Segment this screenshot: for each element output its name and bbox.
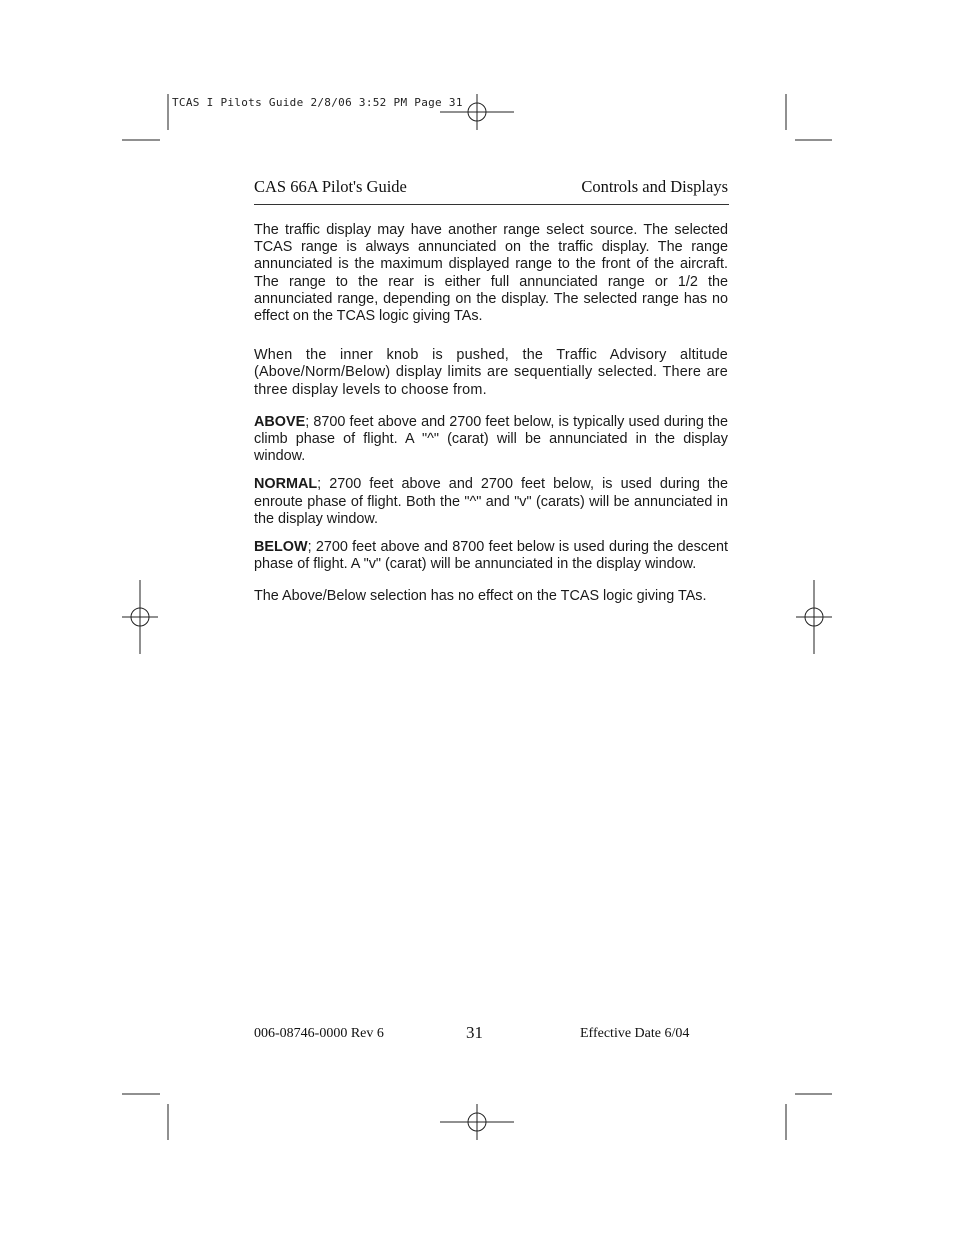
running-header-section: Controls and Displays: [581, 177, 728, 196]
registration-mark-bottom: [440, 1104, 514, 1140]
registration-mark-left: [122, 580, 158, 654]
above-description: ; 8700 feet above and 2700 feet below, is typically used during the climb phase of flight. A "^" (carat) will be annunciated in the display window.: [254, 413, 728, 465]
normal-label: NORMAL: [254, 476, 318, 493]
registration-mark-right: [796, 580, 832, 654]
print-slug: TCAS I Pilots Guide 2/8/06 3:52 PM Page 31: [172, 96, 463, 109]
paragraph-above: [254, 414, 728, 466]
paragraph-below: [254, 539, 728, 573]
footer-page-number: 31: [466, 1023, 483, 1042]
paragraph-normal: [254, 476, 728, 528]
paragraph-range-select: The traffic display may have another range select source. The selected TCAS range is always annunciated on the traffic display. The range annunciated is the maximum displayed range to the front of the aircraft. The range to the rear is either full annunciated range or 1/2 the annunciated range, depending on the display. The selected range has no effect on the TCAS logic giving TAs.: [254, 222, 728, 325]
page-body: [254, 222, 728, 606]
normal-description: ; 2700 feet above and 2700 feet below, is used during the enroute phase of flight. Both the "^" and "v" (carats) will be annunciated in the display window.: [254, 476, 728, 527]
header-rule: [254, 204, 729, 205]
below-description: ; 2700 feet above and 8700 feet below is used during the descent phase of flight. A "v" (carat) will be annunciated in the display window.: [254, 539, 728, 573]
running-header-title: CAS 66A Pilot's Guide: [254, 177, 407, 196]
paragraph-inner-knob: When the inner knob is pushed, the Traffic Advisory altitude (Above/Norm/Below) display limits are sequentially selected. There are three display levels to choose from.: [254, 347, 728, 398]
below-label: BELOW: [254, 539, 308, 556]
above-label: ABOVE: [254, 413, 306, 430]
footer-effective-date: Effective Date 6/04: [580, 1026, 690, 1041]
paragraph-above-below-note: The Above/Below selection has no effect on the TCAS logic giving TAs.: [254, 588, 707, 605]
footer-doc-number: 006-08746-0000 Rev 6: [254, 1026, 384, 1041]
